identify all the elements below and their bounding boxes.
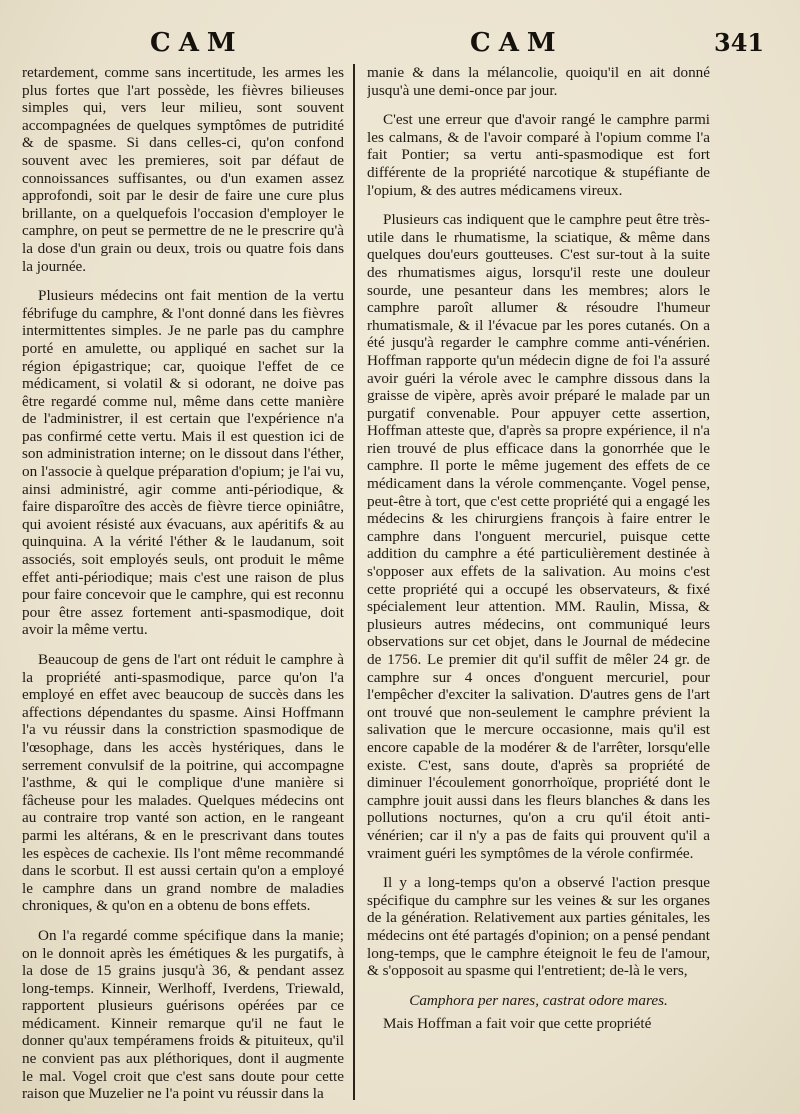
- latin-verse: Camphora per nares, castrat odore mares.: [409, 991, 668, 1009]
- page-number: 341: [714, 28, 765, 57]
- paragraph: Beaucoup de gens de l'art ont réduit le camphre à la propriété anti-spasmodique, parce qu'on l'a employé en effet avec beaucoup de succès dans les affections dépendantes du spasme. Ainsi Hoffmann l'a vu réussir dans la constriction spasmodique de l'œsophage, dans les accès hystériques, dans le serrement convulsif de la poitrine, qui accompagne l'asthme, & qui le complique d'une manière si fâcheuse pour les malades. Quelques médecins ont au contraire trop vanté son action, en le rangeant parmi les altérans, & en le prescrivant dans toutes les espèces de cachexie. Ils l'ont même recommandé dans le scorbut. Il est aussi certain qu'on a employé le camphre dans un grand nombre de maladies chroniques, & qu'on en a obtenu de bons effets.: [22, 651, 344, 915]
- paragraph: Plusieurs cas indiquent que le camphre peut être très-utile dans le rhumatisme, la sciatique, & même dans quelques dou'eurs goutteuses. C'est sur-tout à la suite des rhumatismes aigus, lorsqu'il reste une douleur sourde, une pesanteur dans les membres; alors le camphre paroît allumer & résoudre l'humeur rhumatismale, & il l'évacue par les pores cutanés. On a été jusqu'à regarder le camphre comme anti-vénérien. Hoffman rapporte qu'un médecin digne de foi l'a assuré avoir guéri la vérole avec le camphre dissous dans la graisse de vipère, après avoir préparé le malade par un purgatif convenable. Pour appuyer cette assertion, Hoffman atteste que, d'après sa propre expérience, il n'a rien trouvé de plus efficace dans la gonorrhée que le camphre. Il porte le même jugement des effets de ce médicament dans la vérole commençante. Vogel pense, peut-être à tort, que c'est cette propriété qui a engagé les médecins & les chirurgiens françois à faire entrer le camphre dans l'onguent mercuriel, puisque cette addition du camphre a été particulièrement destinée à s'opposer aux effets de la salivation. Au moins c'est cette propriété qui a occupé les observateurs, & fixé spécialement leur attention. MM. Raulin, Missa, & plusieurs autres médecins, ont communiqué leurs observations sur cet objet, dans le Journal de médecine de 1756. Le premier dit qu'il suffit de mêler 24 gr. de camphre sur 4 onces d'onguent mercuriel, pour l'empêcher d'exciter la salivation. D'autres gens de l'art ont trouvé que non-seulement le camphre prévient la salivation que le mercure occasionne, mais qu'il est encore capable de la modérer & de l'arrêter, lorsqu'elle existe. C'est, sans doute, d'après sa propriété de diminuer l'écoulement gonorrhoïque, propriété dont le camphre jouit aussi dans les fleurs blanches & dans les pollutions nocturnes, qu'on a cru qu'il étoit anti-vénérien; car il n'y a pas de faits qui prouvent qu'il a vraiment guéri les symptômes de la vérole confirmée.: [367, 211, 710, 862]
- right-column: [367, 64, 710, 1104]
- paragraph: retardement, comme sans incertitude, les armes les plus fortes que l'art possède, les fièvres bilieuses simples qui, vers leur milieu, sont souvent accompagnées de quelques symptômes de putridité & de spasme. Si dans celles-ci, qu'on confond souvent avec les premieres, soit par défaut de connoissances suffisantes, ou d'un examen assez approfondi, soit par le desir de faire une cure plus brillante, on a quelquefois l'occasion d'employer le camphre, on peut se permettre de ne le prescrire qu'à la dose d'un grain ou deux, trois ou quatre fois dans la journée.: [22, 64, 344, 275]
- column-rule: [353, 64, 355, 1100]
- paragraph: Il y a long-temps qu'on a observé l'action presque spécifique du camphre sur les veines & sur les organes de la génération. Relativement aux parties génitales, les médecins ont été partagés d'opinion; on a pensé pendant long-temps, que le camphre éteignoit le feu de l'amour, & s'opposoit au spasme qui l'entretient; de-là le vers,: [367, 874, 710, 980]
- running-head-right: CAM: [470, 28, 564, 58]
- paragraph: Plusieurs médecins ont fait mention de la vertu fébrifuge du camphre, & l'ont donné dans les fièvres intermittentes simples. Je ne parle pas du camphre porté en amulette, ou appliqué en sachet sur la région épigastrique; car, quoique l'effet de ce médicament, si volatil & si odorant, ne doive pas être regardé comme nul, même dans cette manière de l'administrer, il est certain que l'expérience n'a pas confirmé cette vertu. Mais il est question ici de son administration interne; on le dissout dans l'éther, on l'associe à quelque préparation d'opium; je l'ai vu, ainsi administré, agir comme anti-périodique, & faire disparoître des accès de fièvre tierce opiniâtre, qui avoient résisté aux évacuans, aux apéritifs & au quinquina. A la vérité l'éther & le laudanum, soit associés, soit employés seuls, ont produit le même effet anti-périodique; mais c'est une raison de plus pour faire concevoir que le camphre, qui est reconnu pour être assez fortement anti-spasmodique, doit avoir la même vertu.: [22, 287, 344, 639]
- paragraph: On l'a regardé comme spécifique dans la manie; on le donnoit après les émétiques & les purgatifs, à la dose de 15 grains jusqu'à 36, & pendant assez long-temps. Kinneir, Werlhoff, Iverdens, Triewald, rapportent plusieurs guérisons opérées par ce médicament. Kinneir remarque qu'il ne faut le donner qu'aux tempéramens froids & pituiteux, qu'il ne convient pas aux pléthoriques, dont il augmente le mal. Vogel croit que c'est sans doute pour cette raison que Muzelier ne l'a point vu réussir dans la: [22, 926, 344, 1103]
- paragraph-last-line: Mais Hoffman a fait voir que cette propriété: [383, 1015, 652, 1033]
- paragraph: manie & dans la mélancolie, quoiqu'il en ait donné jusqu'à une demi-once par jour.: [367, 64, 710, 99]
- running-head-left: CAM: [150, 28, 244, 58]
- left-column: [22, 64, 344, 1104]
- paragraph: C'est une erreur que d'avoir rangé le camphre parmi les calmans, & de l'avoir comparé à l'opium comme l'a fait Pontier; sa vertu anti-spasmodique est fort différente de la propriété narcotique & stupéfiante de l'opium, & des autres médicamens vireux.: [367, 111, 710, 199]
